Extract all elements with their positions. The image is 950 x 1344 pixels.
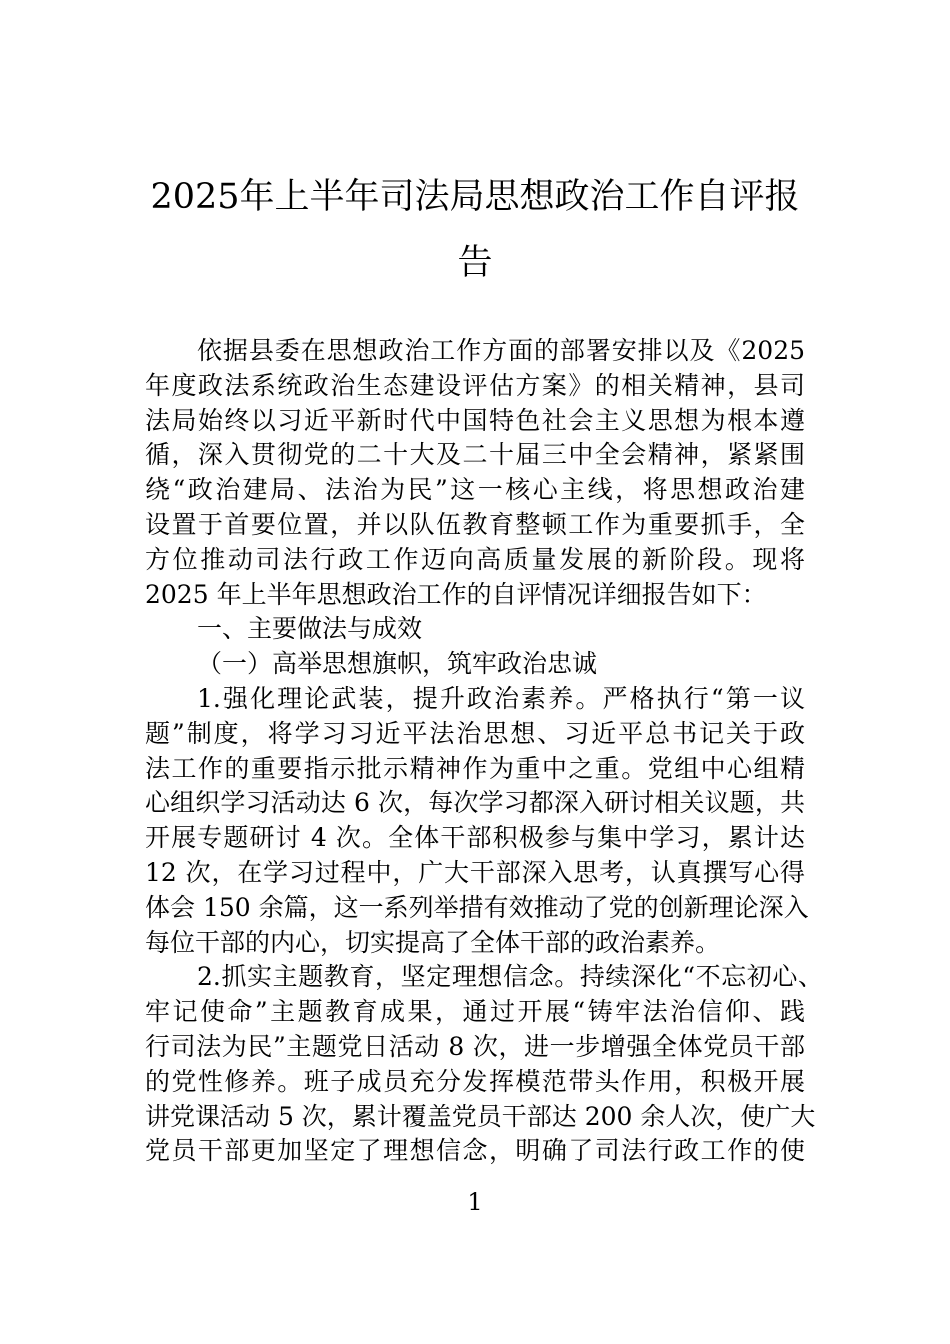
paragraph-line: 法局始终以习近平新时代中国特色社会主义思想为根本遵 — [145, 405, 805, 435]
paragraph-line: 1.强化理论武装，提升政治素养。严格执行“第一议 — [197, 683, 805, 713]
paragraph-line: 讲党课活动 5 次，累计覆盖党员干部达 200 余人次，使广大 — [145, 1101, 816, 1131]
paragraph-line: 党员干部更加坚定了理想信念，明确了司法行政工作的使 — [145, 1136, 805, 1166]
paragraph-line: 2025 年上半年思想政治工作的自评情况详细报告如下： — [145, 579, 767, 609]
paragraph-line: 法工作的重要指示批示精神作为重中之重。党组中心组精 — [145, 753, 805, 783]
paragraph-line: 开展专题研讨 4 次。全体干部积极参与集中学习，累计达 — [145, 823, 805, 853]
paragraph-line: 12 次，在学习过程中，广大干部深入思考，认真撰写心得 — [145, 857, 805, 887]
paragraph-line: 行司法为民”主题党日活动 8 次，进一步增强全体党员干部 — [145, 1031, 805, 1061]
paragraph-line: 牢记使命”主题教育成果，通过开展“铸牢法治信仰、践 — [145, 997, 805, 1027]
paragraph-line: 依据县委在思想政治工作方面的部署安排以及《2025 — [197, 336, 805, 365]
paragraph-line: 方位推动司法行政工作迈向高质量发展的新阶段。现将 — [145, 544, 805, 574]
paragraph-line: 心组织学习活动达 6 次，每次学习都深入研讨相关议题，共 — [145, 788, 805, 818]
paragraph-line: 每位干部的内心，切实提高了全体干部的政治素养。 — [145, 927, 721, 957]
paragraph-line: 的党性修养。班子成员充分发挥模范带头作用，积极开展 — [145, 1066, 805, 1096]
paragraph-line: 体会 150 余篇，这一系列举措有效推动了党的创新理论深入 — [145, 892, 809, 922]
page-number: 1 — [467, 1188, 483, 1216]
paragraph-line: 设置于首要位置，并以队伍教育整顿工作为重要抓手，全 — [145, 509, 805, 539]
subsection-heading: （一）高举思想旗帜，筑牢政治忠诚 — [197, 649, 598, 679]
paragraph-line: 2.抓实主题教育，坚定理想信念。持续深化“不忘初心、 — [197, 962, 823, 992]
paragraph-line: 年度政法系统政治生态建设评估方案》的相关精神，县司 — [145, 370, 805, 400]
paragraph-line: 题”制度，将学习习近平法治思想、习近平总书记关于政 — [145, 718, 805, 748]
document-title-line-1: 2025年上半年司法局思想政治工作自评报 — [150, 177, 800, 217]
paragraph-line: 绕“政治建局、法治为民”这一核心主线，将思想政治建 — [145, 475, 805, 505]
document-title-line-2: 告 — [457, 243, 493, 283]
document-body — [145, 334, 823, 1169]
section-heading: 一、主要做法与成效 — [197, 614, 423, 644]
paragraph-line: 循，深入贯彻党的二十大及二十届三中全会精神，紧紧围 — [145, 440, 805, 470]
